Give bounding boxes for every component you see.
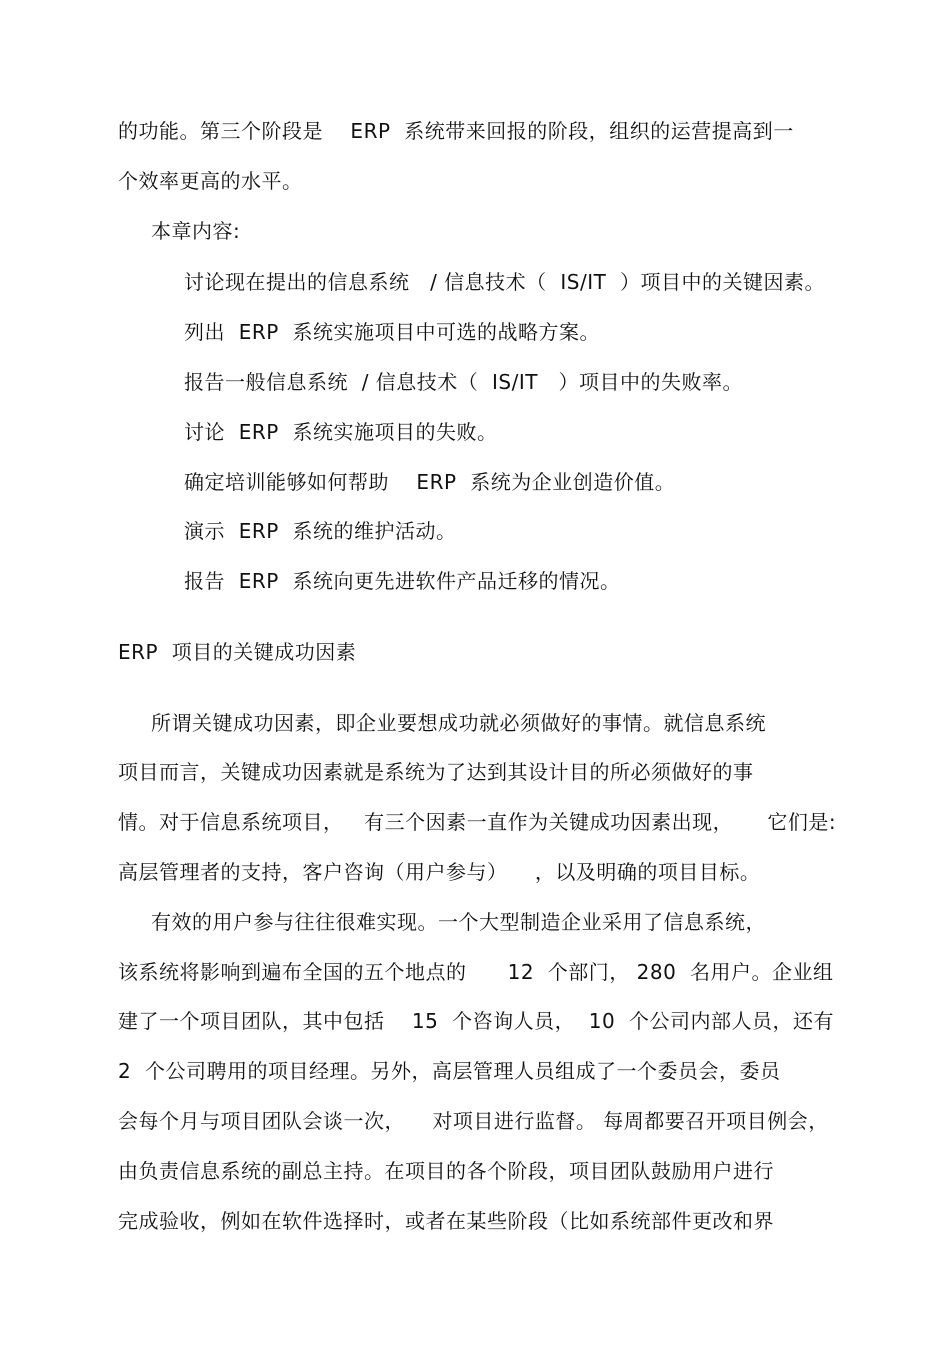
paragraph-line: 有效的用户参与往往很难实现。一个大型制造企业采用了信息系统， [151,910,766,934]
chapter-item: 列出 ERP 系统实施项目中可选的战略方案。 [184,320,601,344]
intro-line-1: 的功能。第三个阶段是 ERP 系统带来回报的阶段，组织的运营提高到一 [118,119,794,143]
paragraph-line: 该系统将影响到遍布全国的五个地点的 12 个部门， 280 名用户。企业组 [118,960,834,984]
paragraph-line: 情。对于信息系统项目， 有三个因素一直作为关键成功因素出现， 它们是: [118,810,837,834]
paragraph-line: 高层管理者的支持，客户咨询（用户参与） ，以及明确的项目目标。 [118,860,761,884]
paragraph-line: 所谓关键成功因素，即企业要想成功就必须做好的事情。就信息系统 [151,711,766,735]
chapter-item: 报告一般信息系统 / 信息技术（ IS/IT ）项目中的失败率。 [184,370,744,394]
paragraph-line: 会每个月与项目团队会谈一次， 对项目进行监督。 每周都要召开项目例会， [118,1109,829,1133]
paragraph-line: 完成验收，例如在软件选择时，或者在某些阶段（比如系统部件更改和界 [118,1209,774,1233]
chapter-item: 讨论 ERP 系统实施项目的失败。 [184,420,498,444]
paragraph-line: 2 个公司聘用的项目经理。另外，高层管理人员组成了一个委员会，委员 [118,1059,781,1083]
paragraph-line: 项目而言，关键成功因素就是系统为了达到其设计目的所必须做好的事 [118,760,754,784]
paragraph-line: 建了一个项目团队，其中包括 15 个咨询人员， 10 个公司内部人员，还有 [118,1009,834,1033]
chapter-item: 演示 ERP 系统的维护活动。 [184,519,457,543]
paragraph-line: 由负责信息系统的副总主持。在项目的各个阶段，项目团队鼓励用户进行 [118,1159,774,1183]
section-title: ERP 项目的关键成功因素 [118,640,357,664]
chapter-item: 确定培训能够如何帮助 ERP 系统为企业创造价值。 [184,470,676,494]
chapter-heading: 本章内容: [151,219,241,243]
intro-line-2: 个效率更高的水平。 [118,169,303,193]
chapter-item: 讨论现在提出的信息系统 / 信息技术（ IS/IT ）项目中的关键因素。 [184,270,826,294]
chapter-item: 报告 ERP 系统向更先进软件产品迁移的情况。 [184,569,621,593]
